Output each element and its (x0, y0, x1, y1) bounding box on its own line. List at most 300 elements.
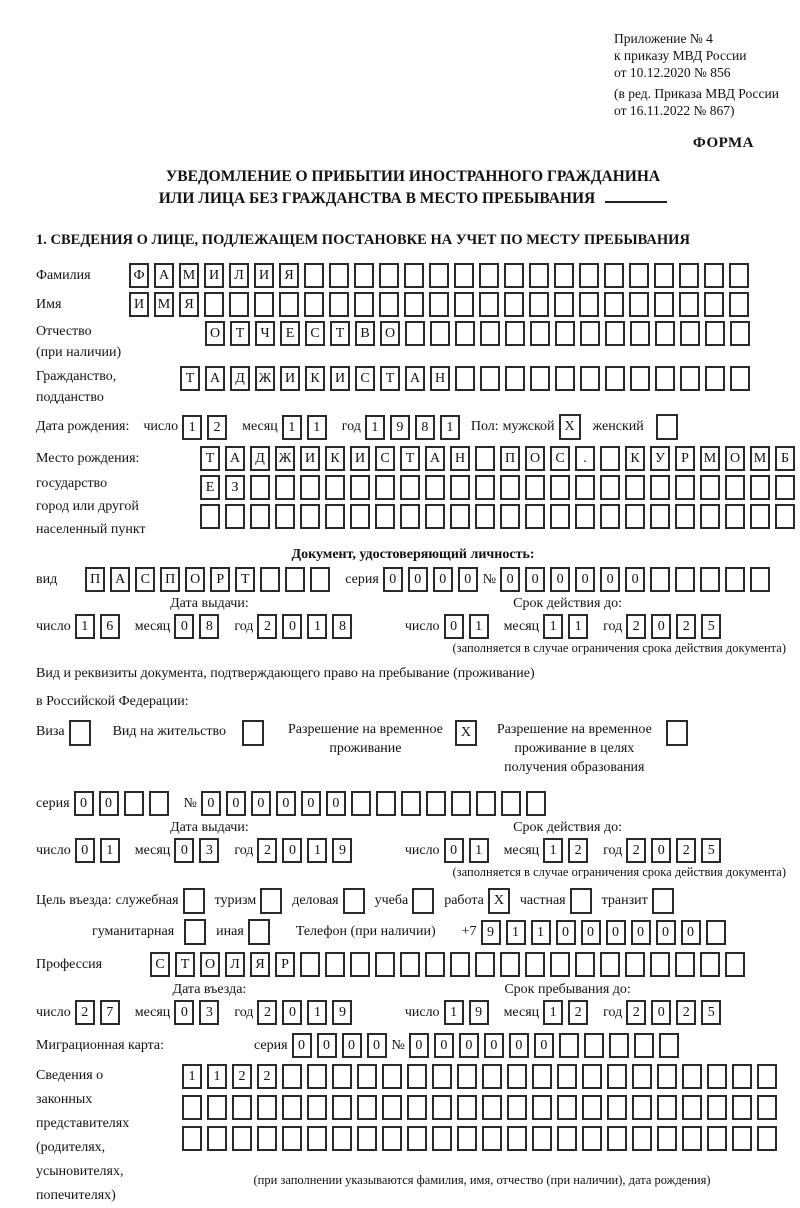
char-cell[interactable] (582, 1126, 602, 1151)
entry-day-cells[interactable] (75, 1000, 125, 1025)
char-cell[interactable]: 0 (282, 1000, 302, 1025)
char-cell[interactable]: Т (175, 952, 195, 977)
char-cell[interactable]: 0 (292, 1033, 312, 1058)
char-cell[interactable] (532, 1064, 552, 1089)
char-cell[interactable]: 0 (342, 1033, 362, 1058)
temp-permit-checkbox[interactable]: X (455, 720, 477, 746)
char-cell[interactable]: Т (235, 567, 255, 592)
char-cell[interactable]: Н (430, 366, 450, 391)
char-cell[interactable] (557, 1095, 577, 1120)
char-cell[interactable] (475, 475, 495, 500)
surname-cells[interactable] (129, 263, 754, 288)
char-cell[interactable] (350, 952, 370, 977)
char-cell[interactable] (632, 1064, 652, 1089)
char-cell[interactable] (559, 1033, 579, 1058)
char-cell[interactable]: 1 (543, 614, 563, 639)
char-cell[interactable] (400, 475, 420, 500)
char-cell[interactable] (700, 504, 720, 529)
char-cell[interactable] (582, 1064, 602, 1089)
identity-issue-year-cells[interactable] (257, 614, 357, 639)
residence-expiry-month-cells[interactable] (543, 838, 593, 863)
char-cell[interactable] (229, 292, 249, 317)
purpose-opt5-checkbox[interactable]: X (488, 888, 510, 914)
char-cell[interactable]: О (380, 321, 400, 346)
char-cell[interactable]: 1 (531, 920, 551, 945)
char-cell[interactable]: 2 (257, 1064, 277, 1089)
char-cell[interactable]: И (280, 366, 300, 391)
char-cell[interactable]: Н (450, 446, 470, 471)
char-cell[interactable] (530, 366, 550, 391)
char-cell[interactable]: 1 (469, 838, 489, 863)
char-cell[interactable]: Д (250, 446, 270, 471)
char-cell[interactable]: А (405, 366, 425, 391)
char-cell[interactable] (307, 1064, 327, 1089)
char-cell[interactable] (680, 321, 700, 346)
char-cell[interactable] (529, 292, 549, 317)
char-cell[interactable]: Т (180, 366, 200, 391)
char-cell[interactable] (555, 366, 575, 391)
char-cell[interactable] (557, 1126, 577, 1151)
char-cell[interactable] (329, 263, 349, 288)
char-cell[interactable] (505, 366, 525, 391)
char-cell[interactable]: И (254, 263, 274, 288)
char-cell[interactable] (425, 504, 445, 529)
identity-issue-month-cells[interactable] (174, 614, 224, 639)
char-cell[interactable]: Я (250, 952, 270, 977)
char-cell[interactable] (285, 567, 305, 592)
char-cell[interactable]: Т (230, 321, 250, 346)
char-cell[interactable] (579, 263, 599, 288)
char-cell[interactable] (182, 1095, 202, 1120)
char-cell[interactable] (659, 1033, 679, 1058)
char-cell[interactable] (525, 504, 545, 529)
char-cell[interactable] (325, 475, 345, 500)
purpose-opt7-checkbox[interactable] (652, 888, 674, 914)
birthplace-cells-row3[interactable] (200, 504, 800, 529)
char-cell[interactable]: 9 (332, 838, 352, 863)
char-cell[interactable] (630, 366, 650, 391)
char-cell[interactable] (351, 791, 371, 816)
char-cell[interactable]: 0 (433, 567, 453, 592)
char-cell[interactable] (550, 475, 570, 500)
char-cell[interactable] (575, 504, 595, 529)
char-cell[interactable] (457, 1064, 477, 1089)
char-cell[interactable] (475, 504, 495, 529)
char-cell[interactable] (475, 952, 495, 977)
residence-expiry-day-cells[interactable] (444, 838, 494, 863)
char-cell[interactable]: 5 (701, 614, 721, 639)
char-cell[interactable] (707, 1126, 727, 1151)
char-cell[interactable] (750, 504, 770, 529)
char-cell[interactable] (307, 1095, 327, 1120)
char-cell[interactable]: 0 (525, 567, 545, 592)
char-cell[interactable]: К (305, 366, 325, 391)
legal-reps-cells-row3[interactable] (182, 1126, 782, 1151)
char-cell[interactable] (725, 504, 745, 529)
char-cell[interactable] (757, 1064, 777, 1089)
visa-checkbox[interactable] (69, 720, 91, 746)
char-cell[interactable] (207, 1126, 227, 1151)
char-cell[interactable]: 0 (383, 567, 403, 592)
char-cell[interactable]: 0 (409, 1033, 429, 1058)
char-cell[interactable] (655, 366, 675, 391)
char-cell[interactable] (325, 504, 345, 529)
char-cell[interactable]: 1 (182, 415, 202, 440)
char-cell[interactable] (632, 1126, 652, 1151)
char-cell[interactable] (557, 1064, 577, 1089)
char-cell[interactable]: А (154, 263, 174, 288)
char-cell[interactable]: 0 (282, 614, 302, 639)
char-cell[interactable]: 1 (506, 920, 526, 945)
char-cell[interactable]: 1 (182, 1064, 202, 1089)
char-cell[interactable] (679, 263, 699, 288)
char-cell[interactable]: 7 (100, 1000, 120, 1025)
sex-male-checkbox[interactable]: X (559, 414, 581, 440)
char-cell[interactable] (482, 1126, 502, 1151)
char-cell[interactable] (605, 321, 625, 346)
char-cell[interactable]: 0 (458, 567, 478, 592)
char-cell[interactable] (451, 791, 471, 816)
char-cell[interactable]: Т (330, 321, 350, 346)
char-cell[interactable] (476, 791, 496, 816)
char-cell[interactable] (705, 366, 725, 391)
char-cell[interactable] (675, 567, 695, 592)
char-cell[interactable]: С (375, 446, 395, 471)
char-cell[interactable]: И (204, 263, 224, 288)
char-cell[interactable] (382, 1126, 402, 1151)
char-cell[interactable] (675, 504, 695, 529)
char-cell[interactable]: 3 (199, 1000, 219, 1025)
char-cell[interactable] (650, 952, 670, 977)
char-cell[interactable] (732, 1064, 752, 1089)
char-cell[interactable]: Т (400, 446, 420, 471)
char-cell[interactable] (400, 952, 420, 977)
char-cell[interactable] (375, 952, 395, 977)
char-cell[interactable]: 1 (568, 614, 588, 639)
char-cell[interactable] (282, 1126, 302, 1151)
char-cell[interactable] (750, 475, 770, 500)
char-cell[interactable]: З (225, 475, 245, 500)
char-cell[interactable] (700, 475, 720, 500)
char-cell[interactable] (580, 366, 600, 391)
char-cell[interactable] (605, 366, 625, 391)
char-cell[interactable] (482, 1095, 502, 1120)
char-cell[interactable] (629, 292, 649, 317)
char-cell[interactable]: 1 (307, 838, 327, 863)
char-cell[interactable]: 1 (307, 614, 327, 639)
char-cell[interactable]: 9 (332, 1000, 352, 1025)
char-cell[interactable] (282, 1095, 302, 1120)
purpose-opt8-checkbox[interactable] (184, 919, 206, 945)
char-cell[interactable] (532, 1095, 552, 1120)
char-cell[interactable] (725, 475, 745, 500)
char-cell[interactable]: 6 (100, 614, 120, 639)
char-cell[interactable]: А (205, 366, 225, 391)
char-cell[interactable]: 0 (282, 838, 302, 863)
char-cell[interactable]: 0 (317, 1033, 337, 1058)
char-cell[interactable]: Ж (255, 366, 275, 391)
stay-day-cells[interactable] (444, 1000, 494, 1025)
char-cell[interactable] (654, 292, 674, 317)
char-cell[interactable]: 0 (500, 567, 520, 592)
char-cell[interactable] (379, 263, 399, 288)
char-cell[interactable]: К (625, 446, 645, 471)
char-cell[interactable] (325, 952, 345, 977)
identity-expiry-month-cells[interactable] (543, 614, 593, 639)
residence-issue-month-cells[interactable] (174, 838, 224, 863)
char-cell[interactable] (554, 292, 574, 317)
char-cell[interactable] (204, 292, 224, 317)
char-cell[interactable]: Л (225, 952, 245, 977)
char-cell[interactable] (232, 1126, 252, 1151)
char-cell[interactable] (550, 504, 570, 529)
char-cell[interactable] (729, 292, 749, 317)
char-cell[interactable]: А (110, 567, 130, 592)
residence-expiry-year-cells[interactable] (626, 838, 726, 863)
char-cell[interactable] (609, 1033, 629, 1058)
char-cell[interactable] (725, 567, 745, 592)
char-cell[interactable]: 2 (676, 614, 696, 639)
purpose-opt1-checkbox[interactable] (183, 888, 205, 914)
char-cell[interactable]: 0 (75, 838, 95, 863)
identity-expiry-year-cells[interactable] (626, 614, 726, 639)
char-cell[interactable]: С (150, 952, 170, 977)
char-cell[interactable]: О (185, 567, 205, 592)
birth-month-cells[interactable] (282, 415, 332, 440)
char-cell[interactable]: Ч (255, 321, 275, 346)
char-cell[interactable] (757, 1095, 777, 1120)
char-cell[interactable] (650, 475, 670, 500)
char-cell[interactable] (604, 263, 624, 288)
char-cell[interactable] (707, 1064, 727, 1089)
char-cell[interactable]: 1 (307, 1000, 327, 1025)
char-cell[interactable] (300, 504, 320, 529)
char-cell[interactable]: П (500, 446, 520, 471)
char-cell[interactable]: 0 (174, 614, 194, 639)
char-cell[interactable] (480, 321, 500, 346)
char-cell[interactable] (432, 1126, 452, 1151)
char-cell[interactable] (430, 321, 450, 346)
char-cell[interactable] (682, 1126, 702, 1151)
char-cell[interactable] (530, 321, 550, 346)
char-cell[interactable]: 5 (701, 1000, 721, 1025)
patronymic-cells[interactable] (205, 321, 755, 346)
edu-permit-checkbox[interactable] (666, 720, 688, 746)
char-cell[interactable]: 2 (257, 1000, 277, 1025)
char-cell[interactable]: 2 (676, 1000, 696, 1025)
char-cell[interactable] (279, 292, 299, 317)
residence-number-cells[interactable] (201, 791, 551, 816)
char-cell[interactable]: 9 (390, 415, 410, 440)
char-cell[interactable]: 2 (257, 614, 277, 639)
char-cell[interactable]: 1 (75, 614, 95, 639)
char-cell[interactable] (750, 567, 770, 592)
char-cell[interactable]: 1 (543, 1000, 563, 1025)
char-cell[interactable] (657, 1126, 677, 1151)
char-cell[interactable]: . (575, 446, 595, 471)
char-cell[interactable]: 2 (568, 1000, 588, 1025)
char-cell[interactable] (707, 1095, 727, 1120)
char-cell[interactable] (525, 952, 545, 977)
char-cell[interactable]: 0 (651, 1000, 671, 1025)
legal-reps-cells-row2[interactable] (182, 1095, 782, 1120)
char-cell[interactable] (450, 504, 470, 529)
char-cell[interactable] (680, 366, 700, 391)
char-cell[interactable] (401, 791, 421, 816)
char-cell[interactable] (375, 504, 395, 529)
char-cell[interactable] (300, 952, 320, 977)
char-cell[interactable] (625, 504, 645, 529)
char-cell[interactable] (607, 1095, 627, 1120)
char-cell[interactable] (555, 321, 575, 346)
char-cell[interactable] (207, 1095, 227, 1120)
char-cell[interactable] (704, 292, 724, 317)
char-cell[interactable]: 8 (332, 614, 352, 639)
char-cell[interactable]: 0 (581, 920, 601, 945)
char-cell[interactable] (426, 791, 446, 816)
char-cell[interactable] (582, 1095, 602, 1120)
char-cell[interactable] (625, 952, 645, 977)
char-cell[interactable] (454, 292, 474, 317)
firstname-cells[interactable] (129, 292, 754, 317)
char-cell[interactable]: 8 (199, 614, 219, 639)
sex-female-checkbox[interactable] (656, 414, 678, 440)
char-cell[interactable]: 0 (444, 614, 464, 639)
char-cell[interactable]: Я (279, 263, 299, 288)
char-cell[interactable] (504, 263, 524, 288)
char-cell[interactable] (500, 504, 520, 529)
char-cell[interactable] (382, 1064, 402, 1089)
char-cell[interactable]: 0 (631, 920, 651, 945)
char-cell[interactable] (655, 321, 675, 346)
char-cell[interactable]: Е (280, 321, 300, 346)
char-cell[interactable] (654, 263, 674, 288)
char-cell[interactable] (404, 263, 424, 288)
residence-permit-checkbox[interactable] (242, 720, 264, 746)
char-cell[interactable] (650, 504, 670, 529)
char-cell[interactable]: С (305, 321, 325, 346)
migration-number-cells[interactable] (409, 1033, 684, 1058)
char-cell[interactable] (584, 1033, 604, 1058)
entry-month-cells[interactable] (174, 1000, 224, 1025)
char-cell[interactable] (455, 321, 475, 346)
citizenship-cells[interactable] (180, 366, 755, 391)
char-cell[interactable] (357, 1064, 377, 1089)
char-cell[interactable] (232, 1095, 252, 1120)
char-cell[interactable]: 1 (100, 838, 120, 863)
char-cell[interactable] (432, 1095, 452, 1120)
char-cell[interactable] (200, 504, 220, 529)
char-cell[interactable]: 0 (656, 920, 676, 945)
char-cell[interactable]: М (700, 446, 720, 471)
char-cell[interactable] (732, 1095, 752, 1120)
char-cell[interactable]: 1 (469, 614, 489, 639)
entry-year-cells[interactable] (257, 1000, 357, 1025)
char-cell[interactable] (504, 292, 524, 317)
char-cell[interactable]: Д (230, 366, 250, 391)
char-cell[interactable]: Р (275, 952, 295, 977)
purpose-opt3-checkbox[interactable] (343, 888, 365, 914)
char-cell[interactable] (600, 475, 620, 500)
char-cell[interactable] (332, 1064, 352, 1089)
char-cell[interactable] (457, 1095, 477, 1120)
char-cell[interactable] (429, 292, 449, 317)
char-cell[interactable]: 0 (251, 791, 271, 816)
char-cell[interactable] (275, 504, 295, 529)
birthplace-cells-row1[interactable] (200, 446, 800, 471)
char-cell[interactable] (625, 475, 645, 500)
char-cell[interactable] (529, 263, 549, 288)
char-cell[interactable]: 0 (367, 1033, 387, 1058)
migration-series-cells[interactable] (292, 1033, 392, 1058)
char-cell[interactable] (429, 263, 449, 288)
char-cell[interactable]: 9 (469, 1000, 489, 1025)
char-cell[interactable]: 2 (232, 1064, 252, 1089)
char-cell[interactable]: Б (775, 446, 795, 471)
char-cell[interactable] (632, 1095, 652, 1120)
identity-issue-day-cells[interactable] (75, 614, 125, 639)
residence-issue-year-cells[interactable] (257, 838, 357, 863)
char-cell[interactable] (706, 920, 726, 945)
char-cell[interactable]: 0 (556, 920, 576, 945)
legal-reps-cells-row1[interactable] (182, 1064, 782, 1089)
char-cell[interactable]: И (330, 366, 350, 391)
char-cell[interactable]: О (200, 952, 220, 977)
char-cell[interactable] (425, 475, 445, 500)
char-cell[interactable]: О (205, 321, 225, 346)
residence-series-cells[interactable] (74, 791, 174, 816)
char-cell[interactable]: 0 (625, 567, 645, 592)
char-cell[interactable] (704, 263, 724, 288)
char-cell[interactable] (729, 263, 749, 288)
char-cell[interactable] (682, 1095, 702, 1120)
char-cell[interactable] (257, 1095, 277, 1120)
char-cell[interactable]: Р (210, 567, 230, 592)
char-cell[interactable]: В (355, 321, 375, 346)
char-cell[interactable] (329, 292, 349, 317)
char-cell[interactable] (379, 292, 399, 317)
char-cell[interactable] (479, 263, 499, 288)
char-cell[interactable] (600, 504, 620, 529)
char-cell[interactable] (350, 504, 370, 529)
char-cell[interactable] (304, 263, 324, 288)
char-cell[interactable] (607, 1126, 627, 1151)
char-cell[interactable] (250, 504, 270, 529)
char-cell[interactable] (657, 1064, 677, 1089)
identity-expiry-day-cells[interactable] (444, 614, 494, 639)
char-cell[interactable] (282, 1064, 302, 1089)
char-cell[interactable]: 2 (676, 838, 696, 863)
char-cell[interactable] (332, 1095, 352, 1120)
char-cell[interactable] (300, 475, 320, 500)
char-cell[interactable] (505, 321, 525, 346)
char-cell[interactable] (730, 321, 750, 346)
char-cell[interactable]: 1 (440, 415, 460, 440)
char-cell[interactable]: 0 (434, 1033, 454, 1058)
char-cell[interactable]: 1 (207, 1064, 227, 1089)
char-cell[interactable] (550, 952, 570, 977)
char-cell[interactable]: 0 (459, 1033, 479, 1058)
birthplace-cells-row2[interactable] (200, 475, 800, 500)
char-cell[interactable]: 0 (408, 567, 428, 592)
char-cell[interactable]: Е (200, 475, 220, 500)
char-cell[interactable] (482, 1064, 502, 1089)
purpose-opt4-checkbox[interactable] (412, 888, 434, 914)
char-cell[interactable] (532, 1126, 552, 1151)
birth-day-cells[interactable] (182, 415, 232, 440)
birth-year-cells[interactable] (365, 415, 465, 440)
char-cell[interactable]: 0 (444, 838, 464, 863)
